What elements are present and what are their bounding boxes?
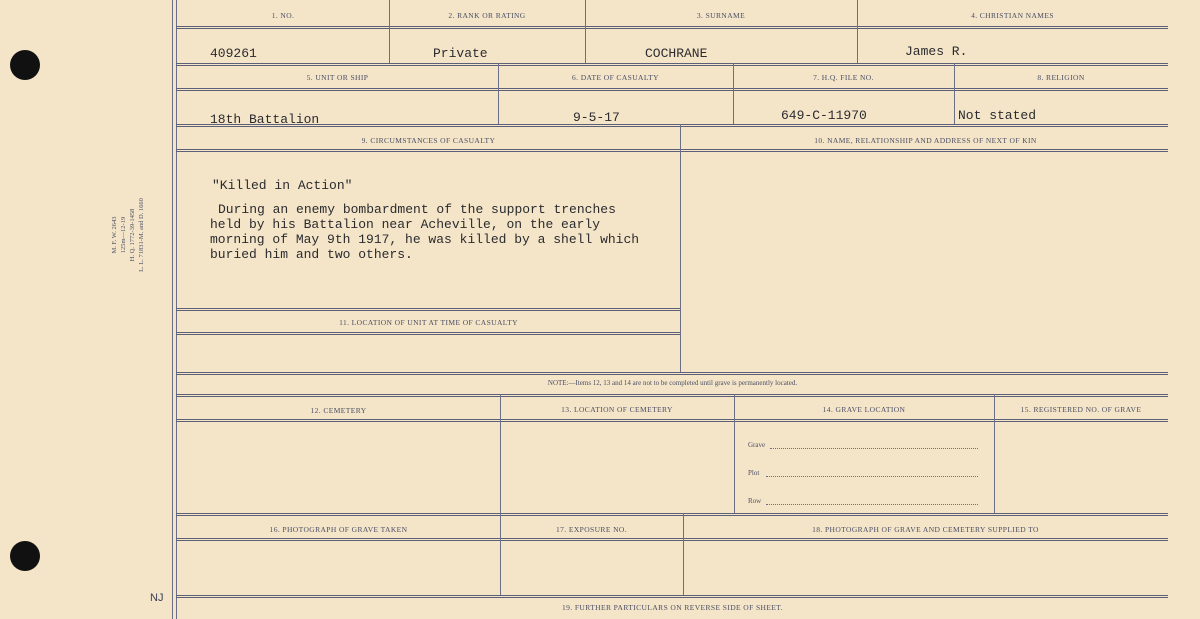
- circumstances-title: "Killed in Action": [212, 178, 353, 193]
- header-cemetery: 12. CEMETERY: [310, 406, 367, 415]
- header-photo-supplied: 18. PHOTOGRAPH OF GRAVE AND CEMETERY SUPPLIED TO: [812, 525, 1039, 534]
- header-photo-taken: 16. PHOTOGRAPH OF GRAVE TAKEN: [269, 525, 408, 534]
- header-circumstances: 9. CIRCUMSTANCES OF CASUALTY: [361, 136, 496, 145]
- header-rank: 2. RANK OR RATING: [448, 11, 526, 20]
- imprint-line: H. Q. 1772-39-1458: [129, 208, 136, 262]
- header-exposure: 17. EXPOSURE NO.: [556, 525, 627, 534]
- binder-hole-bottom: [10, 541, 40, 571]
- printer-imprint: [110, 190, 146, 280]
- imprint-line: L. L. 71831-M. and D. 1660: [138, 198, 145, 272]
- value-date: 9-5-17: [573, 110, 620, 125]
- imprint-line: 125m—12-19: [120, 216, 127, 254]
- circumstances-line: held by his Battalion near Acheville, on the early: [210, 217, 601, 232]
- binder-hole-top: [10, 50, 40, 80]
- initials: NJ: [150, 592, 164, 604]
- grave-label: Grave: [748, 441, 766, 449]
- header-further: 19. FURTHER PARTICULARS ON REVERSE SIDE OF SHEET.: [561, 603, 783, 612]
- value-unit: 18th Battalion: [210, 112, 320, 127]
- value-no: 409261: [210, 46, 257, 61]
- header-next-of-kin: 10. NAME, RELATIONSHIP AND ADDRESS OF NEXT OF KIN: [814, 136, 1037, 145]
- circumstances-line: morning of May 9th 1917, he was killed by a shell which: [210, 232, 640, 247]
- value-religion: Not stated: [958, 108, 1037, 123]
- header-no: 1. NO.: [271, 11, 295, 20]
- header-location-unit: 11. LOCATION OF UNIT AT TIME OF CASUALTY: [339, 318, 518, 327]
- imprint-line: M. F. W. 2643: [111, 216, 118, 254]
- header-location-cemetery: 13. LOCATION OF CEMETERY: [561, 405, 673, 414]
- header-date: 6. DATE OF CASUALTY: [572, 73, 659, 82]
- circumstances-text: [210, 202, 639, 262]
- plot-label: Plot: [748, 469, 760, 477]
- header-surname: 3. SURNAME: [696, 11, 746, 20]
- header-unit: 5. UNIT OR SHIP: [306, 73, 369, 82]
- header-christian-names: 4. CHRISTIAN NAMES: [971, 11, 1054, 20]
- value-surname: COCHRANE: [645, 46, 708, 61]
- header-grave-location: 14. GRAVE LOCATION: [822, 405, 906, 414]
- circumstances-line: During an enemy bombardment of the support trenches: [218, 202, 616, 217]
- header-file: 7. H.Q. FILE NO.: [813, 73, 874, 82]
- note: NOTE:—Items 12, 13 and 14 are not to be completed until grave is permanently located.: [547, 379, 798, 387]
- value-file: 649-C-11970: [781, 108, 867, 123]
- value-rank: Private: [433, 46, 488, 61]
- row-label: Row: [748, 497, 762, 505]
- circumstances-line: buried him and two others.: [210, 247, 413, 262]
- header-religion: 8. RELIGION: [1037, 73, 1085, 82]
- value-christian-names: James R.: [905, 44, 968, 59]
- header-registered-no: 15. REGISTERED NO. OF GRAVE: [1020, 405, 1142, 414]
